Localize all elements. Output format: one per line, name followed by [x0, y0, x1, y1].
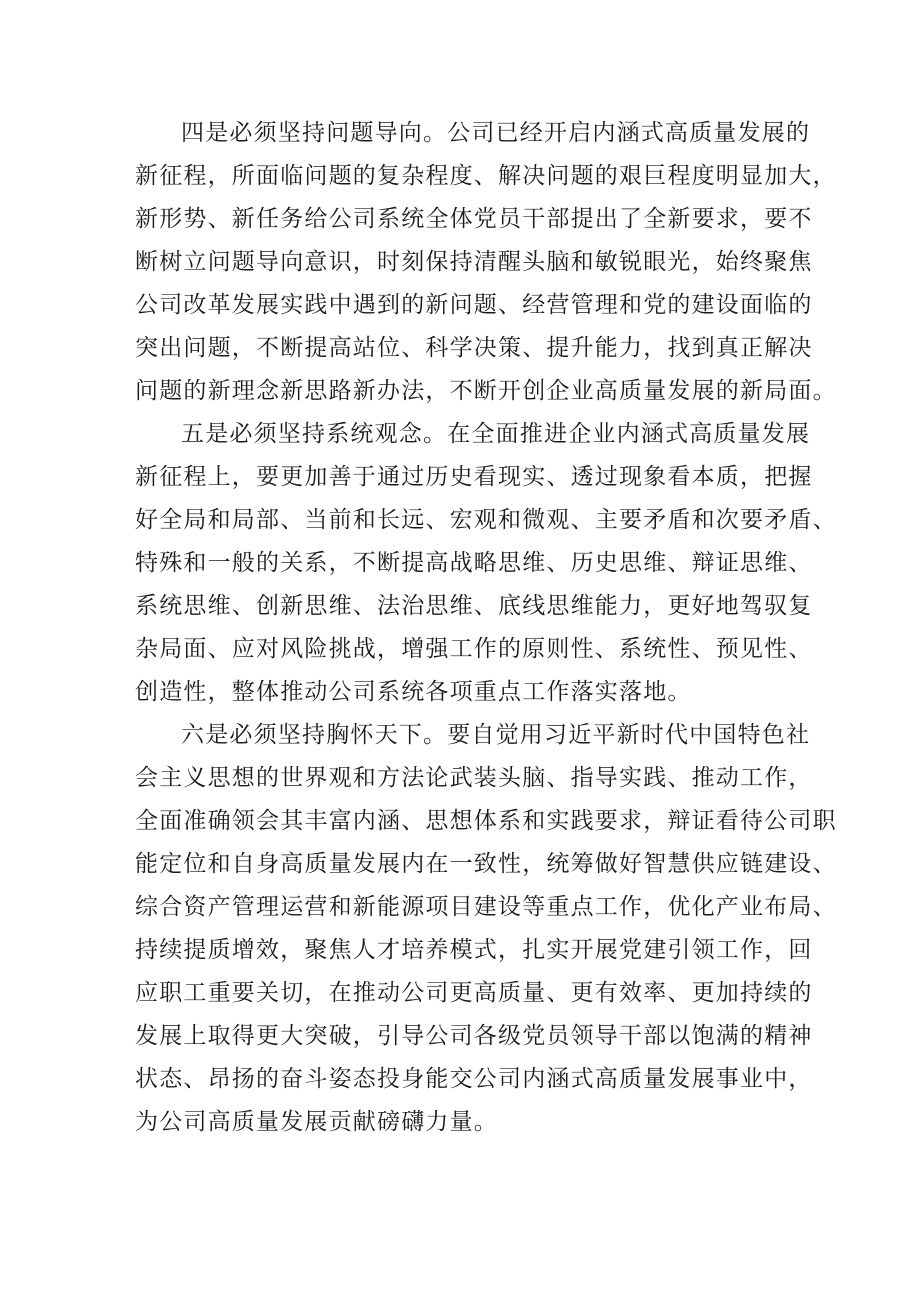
paragraph-3-line-6: 持续提质增效，聚焦人才培养模式，扎实开展党建引领工作，回	[135, 937, 813, 963]
paragraph-3-line-3: 全面准确领会其丰富内涵、思想体系和实践要求，辩证看待公司职	[135, 808, 837, 834]
paragraph-1-line-2: 新征程，所面临问题的复杂程度、解决问题的艰巨程度明显加大，	[135, 163, 837, 189]
paragraph-2-line-4: 特殊和一般的关系，不断提高战略思维、历史思维、辩证思维、	[135, 550, 813, 576]
paragraph-2-line-3: 好全局和局部、当前和长远、宏观和微观、主要矛盾和次要矛盾、	[135, 507, 837, 533]
paragraph-1-line-4: 断树立问题导向意识，时刻保持清醒头脑和敏锐眼光，始终聚焦	[135, 249, 813, 275]
paragraph-3-line-10: 为公司高质量发展贡献磅礴力量。	[135, 1109, 498, 1135]
paragraph-2-line-2: 新征程上，要更加善于通过历史看现实、透过现象看本质，把握	[135, 464, 813, 490]
paragraph-3-line-5: 综合资产管理运营和新能源项目建设等重点工作，优化产业布局、	[135, 894, 837, 920]
paragraph-3-line-1: 六是必须坚持胸怀天下。要自觉用习近平新时代中国特色社	[181, 722, 811, 748]
paragraph-1-line-6: 突出问题，不断提高站位、科学决策、提升能力，找到真正解决	[135, 335, 813, 361]
paragraph-2-line-1: 五是必须坚持系统观念。在全面推进企业内涵式高质量发展	[181, 421, 811, 447]
paragraph-3-line-9: 状态、昂扬的奋斗姿态投身能交公司内涵式高质量发展事业中，	[135, 1066, 813, 1092]
paragraph-3-line-4: 能定位和自身高质量发展内在一致性，统筹做好智慧供应链建设、	[135, 851, 837, 877]
paragraph-1-line-1: 四是必须坚持问题导向。公司已经开启内涵式高质量发展的	[181, 120, 811, 146]
paragraph-2-line-7: 创造性，整体推动公司系统各项重点工作落实落地。	[135, 679, 692, 705]
paragraph-2-line-6: 杂局面、应对风险挑战，增强工作的原则性、系统性、预见性、	[135, 636, 813, 662]
paragraph-3-line-2: 会主义思想的世界观和方法论武装头脑、指导实践、推动工作，	[135, 765, 813, 791]
paragraph-1-line-3: 新形势、新任务给公司系统全体党员干部提出了全新要求，要不	[135, 206, 813, 232]
paragraph-3-line-8: 发展上取得更大突破，引导公司各级党员领导干部以饱满的精神	[135, 1023, 813, 1049]
paragraph-1-line-5: 公司改革发展实践中遇到的新问题、经营管理和党的建设面临的	[135, 292, 813, 318]
paragraph-1-line-7: 问题的新理念新思路新办法，不断开创企业高质量发展的新局面。	[135, 378, 837, 404]
paragraph-2-line-5: 系统思维、创新思维、法治思维、底线思维能力，更好地驾驭复	[135, 593, 813, 619]
paragraph-3-line-7: 应职工重要关切，在推动公司更高质量、更有效率、更加持续的	[135, 980, 813, 1006]
